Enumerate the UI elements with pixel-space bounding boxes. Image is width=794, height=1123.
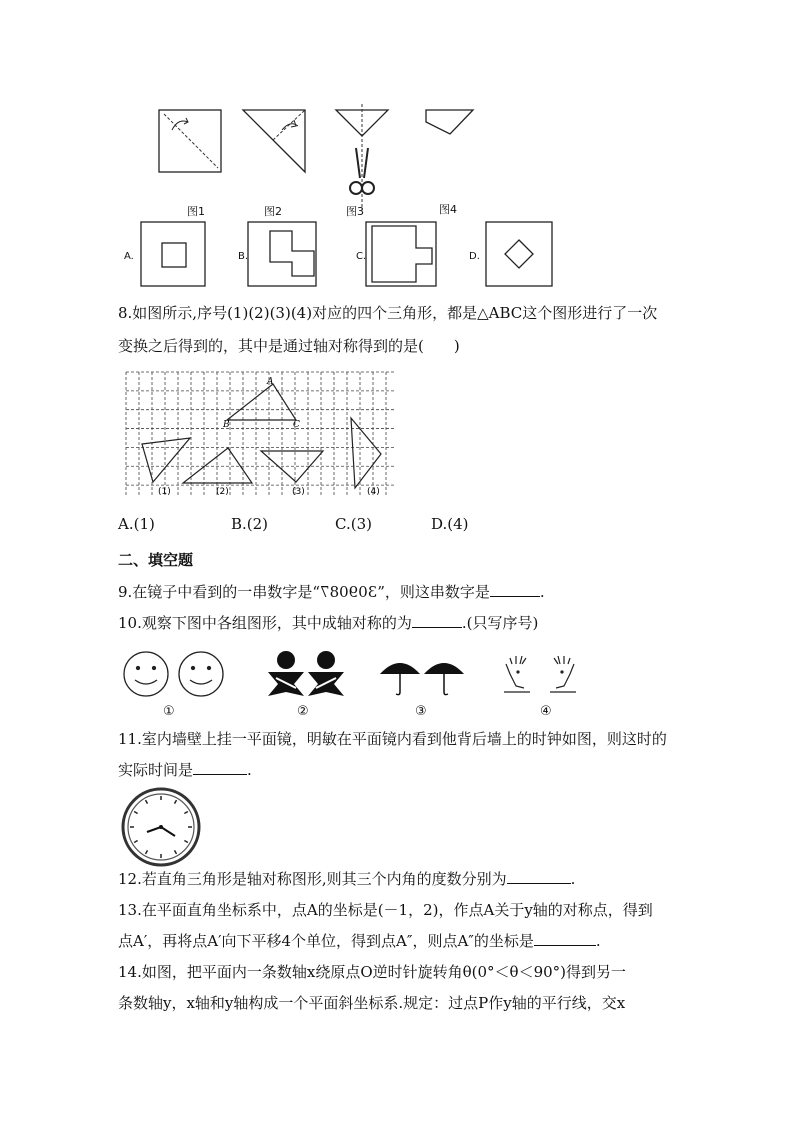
q9-period: . [539,583,545,601]
fold-option-d: D. [469,251,480,262]
q14-line1: 14.如图，把平面内一条数轴x绕原点O逆时针旋转角θ(0°＜θ＜90°)得到另一 [118,963,627,981]
q10-label-4: ④ [540,704,552,719]
clock-tick [146,800,148,803]
mirrored-clock [120,786,202,868]
label-a: A [267,377,274,387]
clock-tick [184,841,187,843]
symmetry-figures [118,648,598,704]
q14-line2: 条数轴y，x轴和y轴构成一个平面斜坐标系.规定：过点P作y轴的平行线，交x [118,994,626,1012]
q13-line1: 13.在平面直角坐标系中，点A的坐标是(－1，2)，作点A关于y轴的对称点，得到 [118,901,653,919]
q8-text-line2: 变换之后得到的，其中是通过轴对称得到的是( ) [118,337,460,355]
q11-answer-blank[interactable] [193,760,247,775]
q10-prefix: 10.观察下图中各组图形，其中成轴对称的为 [118,614,412,632]
clock-tick [134,841,137,843]
q10-answer-blank[interactable] [412,613,462,628]
q9-suffix: ”，则这串数字是 [377,583,490,601]
q8-text-line1: 8.如图所示,序号(1)(2)(3)(4)对应的四个三角形，都是△ABC这个图形进行了一次 [118,304,658,322]
fig1-caption: 图1 [187,205,205,218]
q12-period: . [570,870,576,888]
clock-tick [175,800,177,803]
q10-label-2: ② [297,704,309,719]
q11-line2 [118,760,252,780]
q9-answer-blank[interactable] [490,582,540,597]
q10-label-3: ③ [415,704,427,719]
triangle-grid-figure [124,370,400,498]
clock-tick [146,850,148,853]
q12-prefix: 12.若直角三角形是轴对称图形,则其三个内角的度数分别为 [118,870,507,888]
q12-answer-blank[interactable] [507,869,571,884]
q13-period: . [595,932,601,950]
fig4-caption: 图4 [439,203,457,216]
q8-option-a: A.(1) [118,515,155,533]
q10-label-1: ① [163,704,175,719]
fig3-caption: 图3 [346,205,364,218]
q12-text [118,869,575,889]
label-n1: (1) [158,487,171,497]
q10-text [118,613,538,633]
label-n4: (4) [367,487,380,497]
label-n2: (2) [216,487,229,497]
q9-prefix: 9.在镜子中看到的一串数字是“ [118,583,320,601]
fig2-caption: 图2 [264,205,282,218]
clock-tick [184,812,187,814]
clock-tick [134,812,137,814]
label-n3: (3) [292,487,305,497]
q9-text [118,582,545,602]
q8-option-d: D.(4) [431,515,469,533]
clock-tick [175,850,177,853]
q11-period: . [247,761,252,779]
fold-option-b: B. [238,251,249,262]
fold-option-c: C. [356,251,367,262]
q13-prefix: 点A′，再将点A′向下平移4个单位，得到点A″，则点A″的坐标是 [118,932,534,950]
label-b: B [223,420,230,430]
q10-suffix: .(只写序号) [461,614,539,632]
label-c: C [293,420,300,430]
section-heading: 二、填空题 [118,551,194,569]
q8-option-c: C.(3) [335,515,372,533]
q11-prefix: 实际时间是 [118,761,194,779]
fold-options-drawing [120,218,570,290]
q8-option-b: B.(2) [231,515,269,533]
q13-line2 [118,931,601,951]
q13-answer-blank[interactable] [534,931,596,946]
fold-option-a: A. [124,251,134,262]
q11-line1: 11.室内墙壁上挂一平面镜，明敏在平面镜内看到他背后墙上的时钟如图，则这时的 [118,730,667,748]
q9-mirrored-digits: 309087 [319,583,378,601]
